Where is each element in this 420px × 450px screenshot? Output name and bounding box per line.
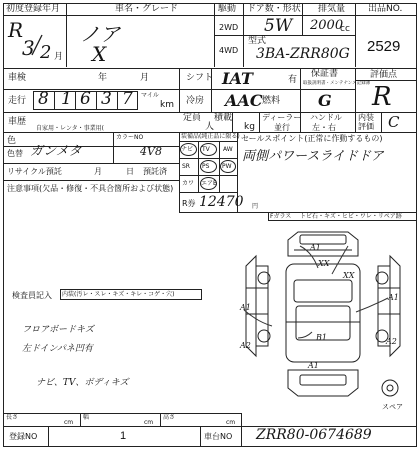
- equip-pw-circle: [220, 160, 236, 173]
- mileage-digit-2: 1: [61, 89, 72, 109]
- equip-tv: TV: [202, 146, 210, 153]
- lot-number: 2529: [367, 38, 401, 55]
- equip-pw: PW: [222, 163, 232, 170]
- glass-label: Fガラス: [270, 213, 292, 220]
- mileage-digit-1: 8: [38, 89, 49, 109]
- diagram-mark-a1-left: A1: [240, 303, 251, 312]
- glass-options: トビ石・キズ・ヒビ・ワレ・リペア跡: [300, 213, 402, 220]
- warranty-label: 保証書: [311, 69, 339, 79]
- equip-airbag-circle: [200, 177, 217, 190]
- capacity-unit: 人: [205, 122, 215, 132]
- inspection-month-unit: 月: [140, 73, 150, 83]
- inspector-note-3: ナビ、TV、ボディキズ: [36, 378, 129, 388]
- first-reg-label: 初度登録年月: [6, 4, 61, 14]
- equip-ps-circle: [200, 160, 217, 173]
- load-label: 積載: [214, 113, 233, 123]
- width-unit: cm: [144, 419, 154, 426]
- warranty-sub: 取扱説明書・メンテナンス記録簿: [303, 80, 371, 86]
- mileage-mile-unit: マイル: [141, 92, 159, 99]
- shift-label: シフト: [186, 73, 214, 83]
- first-reg-month: 2: [40, 42, 52, 63]
- color-no-label: カラーNO: [116, 134, 144, 141]
- drive-4wd: 4WD: [219, 46, 239, 55]
- displacement-unit: cc: [340, 24, 350, 34]
- score-value: R: [372, 82, 392, 112]
- equip-sr: SR: [182, 163, 190, 170]
- grade: X: [92, 42, 107, 66]
- mileage-km-unit: km: [160, 100, 174, 110]
- r-ticket-value: 12470: [199, 194, 244, 210]
- diagram-mark-a2-left: A2: [240, 341, 251, 350]
- interior-value: C: [388, 113, 400, 131]
- equip-navi: ナビ: [181, 146, 194, 153]
- dealer-sub: 並行: [274, 123, 290, 132]
- diagram-mark-xx-1: XX: [318, 259, 330, 268]
- chassis-value: ZRR80-0674689: [256, 427, 372, 443]
- warranty-value: 有: [288, 75, 298, 85]
- equip-airbag: エアB: [201, 180, 218, 187]
- inspector-note-1: フロアボードキズ: [22, 325, 94, 335]
- lot-label: 出品NO.: [368, 4, 403, 14]
- selling-points-title: セールスポイント(正常に作動するもの): [241, 134, 383, 143]
- fuel-label: 燃料: [262, 96, 281, 106]
- first-reg-era: R: [8, 18, 24, 42]
- mileage-digit-5: 7: [122, 89, 133, 109]
- equip-navi-circle: [180, 143, 197, 156]
- model-value: 3BA-ZRR80G: [256, 46, 350, 62]
- doors-shape-value: 5W: [264, 16, 293, 36]
- load-unit: kg: [244, 122, 255, 132]
- first-reg-month-unit: 月: [54, 52, 64, 62]
- model-label: 型式: [248, 36, 267, 46]
- drive-label: 駆動: [218, 4, 237, 14]
- selling-points-text: 両側パワースライドドア: [242, 149, 384, 164]
- r-ticket-label: R券: [182, 199, 196, 208]
- color-label: 色: [7, 136, 17, 146]
- equipment-title: 装備品(純正品に限る): [181, 133, 240, 140]
- color-change-label: 色替: [7, 149, 23, 158]
- reg-no-label: 登録NO: [9, 432, 38, 441]
- car-name-label: 車名・グレード: [115, 4, 179, 14]
- recycle-month: 月: [94, 167, 102, 176]
- note-label: 注意事項(欠品・修復・不具合箇所および状態): [7, 184, 174, 193]
- mileage-digit-4: 3: [101, 89, 112, 109]
- ac-label: 冷房: [186, 96, 205, 106]
- vehicle-diagram: [238, 226, 408, 401]
- drive-2wd: 2WD: [219, 23, 239, 32]
- recycle-label: リサイクル預託: [7, 167, 62, 176]
- car-name: ノア: [80, 22, 120, 46]
- height-label: 高さ: [163, 414, 176, 421]
- length-unit: cm: [64, 419, 74, 426]
- inspector-label: 検査員記入: [12, 291, 52, 300]
- handle-sub: 左・右: [312, 123, 336, 132]
- diagram-mark-a1-top: A1: [310, 243, 321, 252]
- equip-aw: AW: [223, 146, 233, 153]
- interior-label: 内装: [358, 113, 374, 122]
- diagram-mark-xx-2: XX: [343, 271, 355, 280]
- chassis-label: 車台NO: [204, 432, 233, 441]
- mileage-label: 走行: [8, 96, 27, 106]
- equip-ps: PS: [202, 163, 210, 170]
- recycle-day: 日: [126, 167, 134, 176]
- width-label: 幅: [83, 414, 90, 421]
- inspection-label: 車検: [8, 73, 27, 83]
- diagram-mark-b1: B1: [316, 333, 327, 342]
- color-no-value: 4V8: [140, 145, 162, 158]
- displacement-label: 排気量: [318, 4, 346, 14]
- capacity-label: 定員: [183, 113, 202, 123]
- height-unit: cm: [226, 419, 236, 426]
- inspector-note-2: 左ドインパネ凹有: [22, 344, 93, 354]
- first-reg-year: 3: [22, 36, 35, 60]
- score-label: 評価点: [370, 70, 398, 80]
- diagram-mark-a1-right: A1: [388, 293, 399, 302]
- mileage-digit-3: 6: [80, 89, 91, 109]
- shift-value: IAT: [222, 69, 253, 88]
- dealer-label: ディーラー: [262, 113, 302, 122]
- diagram-mark-a2-right: A2: [386, 337, 397, 346]
- reg-no-value: 1: [120, 430, 127, 442]
- spare-label: スペア: [382, 403, 403, 411]
- history-options: 自家用・レンタ・事業用(: [36, 125, 104, 132]
- inspector-categories: 内装(汚レ・スレ・キズ・キレ・コゲ・穴): [62, 291, 175, 298]
- r-ticket-unit: 円: [252, 203, 259, 210]
- inspection-year-unit: 年: [98, 73, 108, 83]
- displacement-value: 2000: [310, 18, 344, 33]
- doors-shape-label: ドア数・形状: [247, 4, 301, 14]
- ac-value: AAC: [225, 91, 263, 110]
- length-label: 長さ: [6, 414, 19, 421]
- handle-label: ハンドル: [310, 113, 342, 122]
- interior-sub: 評価: [358, 122, 374, 131]
- equip-leather: カワ: [182, 180, 195, 187]
- fuel-value: G: [318, 91, 332, 110]
- equip-tv-circle: [200, 143, 217, 156]
- color-value: ガンメタ: [30, 144, 82, 159]
- recycle-status: 預託済: [143, 167, 167, 176]
- diagram-mark-a1-rear: A1: [308, 361, 319, 370]
- history-label: 車歴: [8, 117, 27, 127]
